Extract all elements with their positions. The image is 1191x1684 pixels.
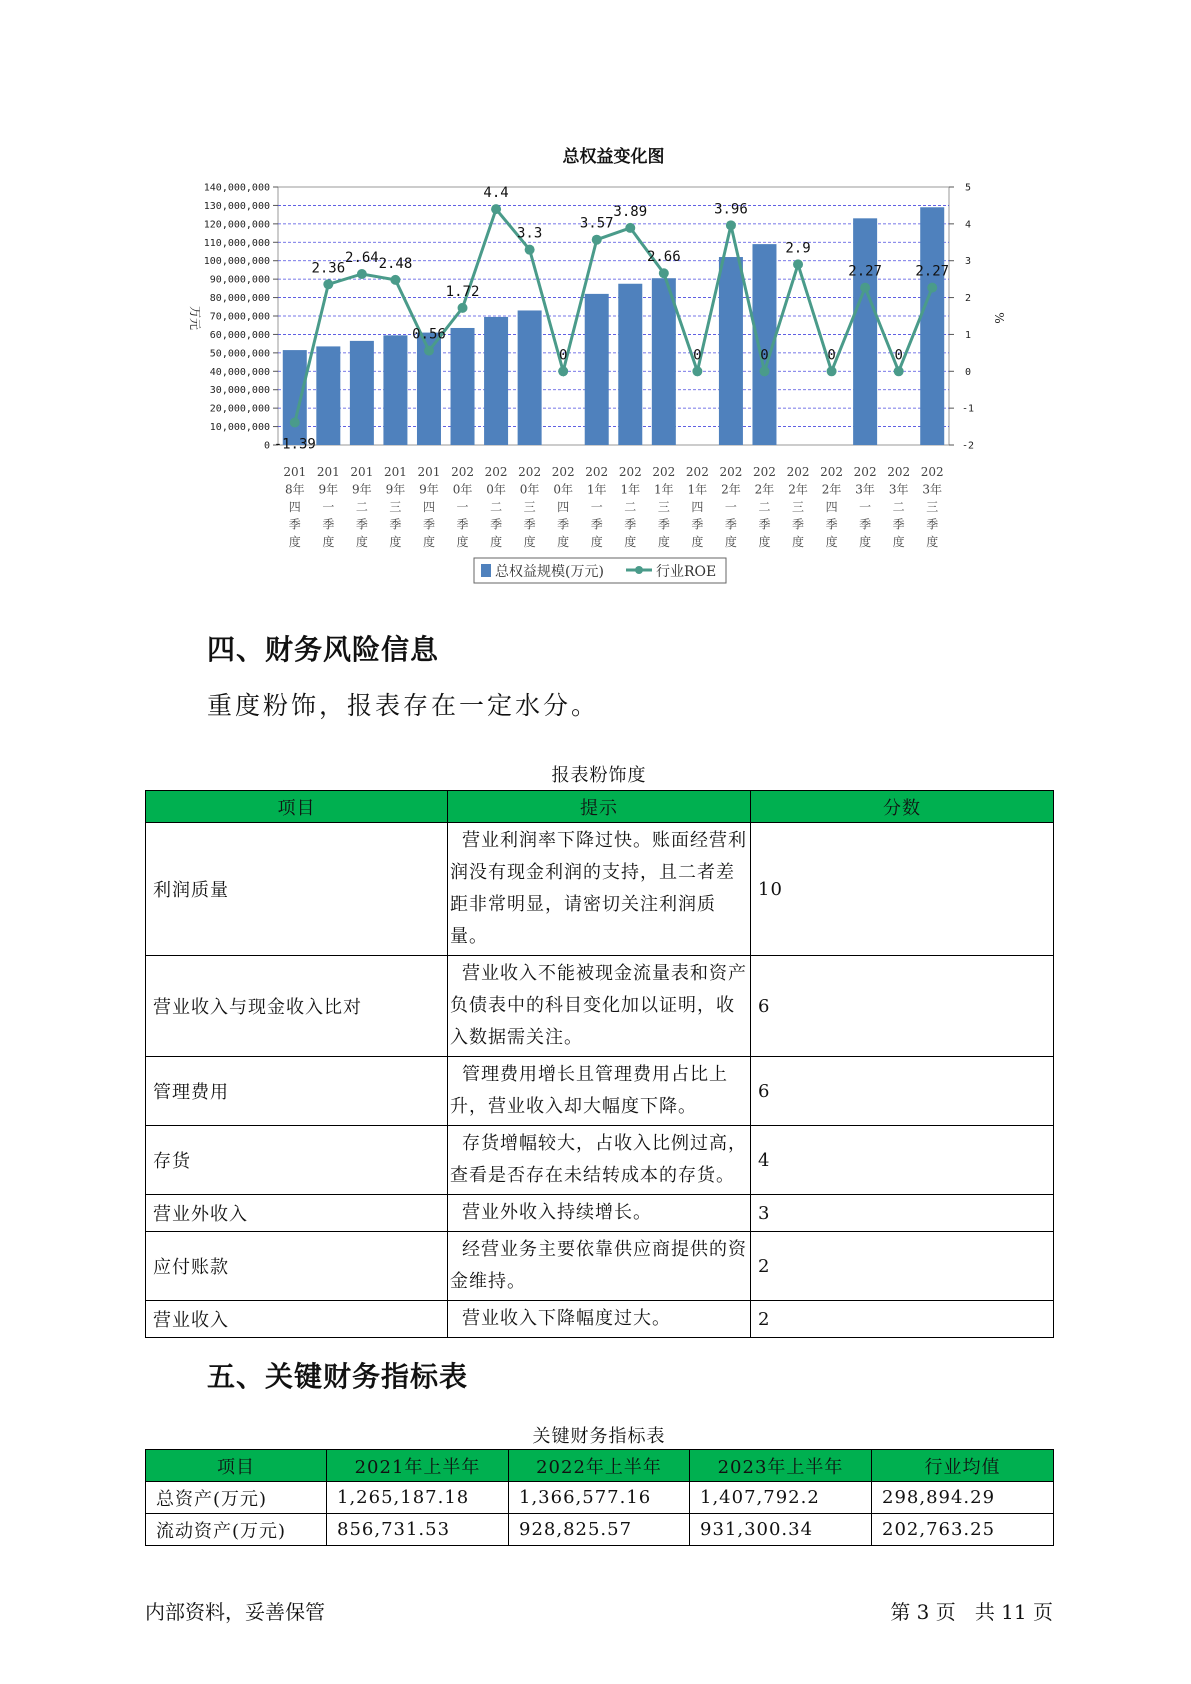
roe-marker bbox=[357, 269, 367, 279]
table-row bbox=[146, 1301, 1054, 1338]
y2-tick-label: 0 bbox=[964, 366, 972, 378]
equity-bar bbox=[585, 294, 609, 445]
risk-item: 管理费用 bbox=[146, 1057, 448, 1126]
x-tick-label: 季 bbox=[624, 517, 637, 532]
y-tick-label: 30,000,000 bbox=[209, 385, 270, 397]
y2-tick-label: 5 bbox=[964, 182, 972, 194]
x-tick-label: 季 bbox=[825, 517, 838, 532]
key-table-header-row bbox=[146, 1450, 1054, 1482]
legend-line-label: 行业ROE bbox=[656, 564, 717, 580]
x-tick-label: 四 bbox=[288, 500, 301, 514]
x-tick-label: 度 bbox=[926, 535, 939, 549]
roe-data-label: 2.27 bbox=[915, 263, 950, 280]
risk-hint: 经营业务主要依靠供应商提供的资金维持。 bbox=[448, 1232, 751, 1301]
roe-data-label: 2.36 bbox=[311, 260, 346, 277]
x-tick-label: 0年 bbox=[452, 482, 473, 497]
y-tick-label: 50,000,000 bbox=[209, 348, 270, 360]
equity-bar bbox=[618, 284, 642, 445]
x-tick-label: 季 bbox=[892, 517, 905, 532]
section4-summary: 重度粉饰，报表存在一定水分。 bbox=[207, 691, 600, 720]
risk-header-item: 项目 bbox=[146, 791, 448, 823]
x-tick-label: 9年 bbox=[318, 482, 339, 497]
x-tick-label: 季 bbox=[590, 517, 603, 532]
x-tick-label: 201 bbox=[417, 465, 441, 479]
key-value: 931,300.34 bbox=[690, 1514, 872, 1546]
risk-score: 2 bbox=[751, 1301, 1054, 1338]
x-tick-label: 2年 bbox=[721, 482, 741, 497]
roe-marker bbox=[659, 268, 669, 278]
y-tick-label: 70,000,000 bbox=[209, 311, 270, 323]
equity-bar bbox=[283, 350, 307, 445]
x-tick-label: 季 bbox=[523, 517, 536, 532]
x-tick-label: 0年 bbox=[486, 482, 506, 497]
risk-hint: 管理费用增长且管理费用占比上升，营业收入却大幅度下降。 bbox=[448, 1057, 751, 1126]
table-row bbox=[146, 1057, 1054, 1126]
x-tick-label: 四 bbox=[557, 500, 570, 514]
x-tick-label: 度 bbox=[590, 535, 603, 549]
legend-line-marker bbox=[635, 566, 643, 574]
x-tick-label: 一 bbox=[322, 500, 335, 514]
risk-hint: 营业外收入持续增长。 bbox=[448, 1195, 751, 1232]
table-row bbox=[146, 1232, 1054, 1301]
risk-score: 6 bbox=[751, 956, 1054, 1057]
roe-marker bbox=[860, 283, 870, 293]
x-tick-label: 季 bbox=[557, 517, 570, 532]
table-row bbox=[146, 1195, 1054, 1232]
roe-data-label: 2.66 bbox=[646, 249, 681, 266]
x-tick-label: 季 bbox=[322, 517, 335, 532]
key-value: 928,825.57 bbox=[509, 1514, 690, 1546]
x-tick-label: 度 bbox=[892, 535, 905, 549]
y-tick-label: 40,000,000 bbox=[209, 366, 270, 378]
x-tick-label: 二 bbox=[758, 500, 771, 514]
x-tick-label: 季 bbox=[456, 517, 469, 532]
key-header-item: 项目 bbox=[146, 1450, 327, 1482]
x-tick-label: 度 bbox=[691, 535, 704, 549]
y-tick-label: 90,000,000 bbox=[209, 274, 270, 286]
equity-bar bbox=[316, 346, 340, 445]
x-tick-label: 度 bbox=[490, 535, 503, 549]
x-tick-label: 3年 bbox=[855, 482, 875, 497]
key-table-caption: 关键财务指标表 bbox=[532, 1426, 666, 1447]
x-tick-label: 度 bbox=[322, 535, 335, 549]
roe-data-label: 2.48 bbox=[378, 255, 413, 272]
y2-tick-label: 2 bbox=[964, 293, 972, 305]
y-tick-label: 80,000,000 bbox=[209, 293, 270, 305]
x-tick-label: 四 bbox=[422, 500, 435, 514]
x-tick-label: 201 bbox=[350, 465, 374, 479]
roe-data-label: 2.27 bbox=[848, 263, 882, 280]
risk-hint: 营业利润率下降过快。账面经营利润没有现金利润的支持，且二者差距非常明显，请密切关注利润质量。 bbox=[448, 823, 751, 956]
x-tick-label: 二 bbox=[490, 500, 503, 514]
x-tick-label: 季 bbox=[389, 517, 402, 532]
risk-table-header-row bbox=[146, 791, 1054, 823]
x-tick-label: 二 bbox=[355, 500, 368, 514]
x-tick-label: 季 bbox=[724, 517, 737, 532]
roe-marker bbox=[424, 346, 434, 356]
chart-title: 总权益变化图 bbox=[562, 147, 665, 167]
risk-hint: 存货增幅较大，占收入比例过高，查看是否存在未结转成本的存货。 bbox=[448, 1126, 751, 1195]
y-tick-label: 100,000,000 bbox=[203, 256, 270, 268]
x-tick-label: 202 bbox=[920, 465, 944, 479]
key-item: 流动资产(万元) bbox=[146, 1514, 327, 1546]
x-tick-label: 一 bbox=[724, 500, 737, 514]
risk-item: 利润质量 bbox=[146, 823, 448, 956]
key-header-2022: 2022年上半年 bbox=[509, 1450, 690, 1482]
x-tick-label: 度 bbox=[557, 535, 570, 549]
footer-confidential-note: 内部资料，妥善保管 bbox=[145, 1600, 325, 1624]
x-tick-label: 202 bbox=[820, 465, 844, 479]
key-item: 总资产(万元) bbox=[146, 1482, 327, 1514]
x-tick-label: 1年 bbox=[654, 482, 674, 497]
x-tick-label: 201 bbox=[383, 465, 407, 479]
roe-data-label: 3.57 bbox=[579, 215, 614, 232]
x-tick-label: 202 bbox=[786, 465, 810, 479]
y2-axis-title: % bbox=[992, 312, 1006, 324]
y-tick-label: 10,000,000 bbox=[209, 422, 270, 434]
key-value: 202,763.25 bbox=[872, 1514, 1054, 1546]
x-tick-label: 季 bbox=[355, 517, 368, 532]
roe-data-label: 3.3 bbox=[516, 225, 543, 242]
table-row bbox=[146, 823, 1054, 956]
x-tick-label: 9年 bbox=[352, 482, 372, 497]
equity-bar bbox=[350, 341, 374, 445]
equity-bar bbox=[518, 310, 542, 445]
x-tick-label: 四 bbox=[691, 500, 704, 514]
x-tick-label: 202 bbox=[551, 465, 575, 479]
equity-bar bbox=[383, 335, 407, 445]
y-tick-label: 120,000,000 bbox=[203, 219, 270, 231]
x-tick-label: 9年 bbox=[419, 482, 439, 497]
x-tick-label: 季 bbox=[657, 517, 670, 532]
roe-data-label: -1.39 bbox=[273, 436, 316, 453]
x-tick-label: 度 bbox=[456, 535, 469, 549]
roe-marker bbox=[793, 259, 803, 269]
x-tick-label: 季 bbox=[758, 517, 771, 532]
y2-tick-label: 4 bbox=[964, 219, 972, 231]
roe-marker bbox=[525, 245, 535, 255]
y-tick-label: 140,000,000 bbox=[203, 182, 270, 194]
risk-score: 6 bbox=[751, 1057, 1054, 1126]
x-tick-label: 一 bbox=[590, 500, 603, 514]
risk-item: 营业收入与现金收入比对 bbox=[146, 956, 448, 1057]
x-tick-label: 一 bbox=[859, 500, 872, 514]
roe-marker bbox=[558, 366, 568, 376]
roe-marker bbox=[458, 303, 468, 313]
risk-table-caption: 报表粉饰度 bbox=[551, 765, 647, 786]
y-tick-label: 110,000,000 bbox=[203, 237, 270, 249]
risk-item: 营业外收入 bbox=[146, 1195, 448, 1232]
x-tick-label: 三 bbox=[926, 500, 939, 514]
x-tick-label: 度 bbox=[825, 535, 838, 549]
x-tick-label: 度 bbox=[724, 535, 737, 549]
x-tick-label: 8年 bbox=[284, 482, 305, 497]
x-tick-label: 3年 bbox=[922, 482, 943, 497]
x-tick-label: 201 bbox=[316, 465, 340, 479]
x-tick-label: 季 bbox=[288, 517, 301, 532]
y-tick-label: 0 bbox=[263, 440, 270, 452]
key-value: 1,366,577.16 bbox=[509, 1482, 690, 1514]
roe-data-label: 4.4 bbox=[483, 185, 509, 202]
x-tick-label: 0年 bbox=[553, 482, 573, 497]
x-tick-label: 2年 bbox=[821, 482, 842, 497]
x-tick-label: 2年 bbox=[788, 482, 808, 497]
risk-score: 4 bbox=[751, 1126, 1054, 1195]
roe-marker bbox=[759, 366, 769, 376]
x-tick-label: 201 bbox=[283, 465, 307, 479]
x-tick-label: 1年 bbox=[586, 482, 607, 497]
x-tick-label: 202 bbox=[652, 465, 676, 479]
risk-hint: 营业收入下降幅度过大。 bbox=[448, 1301, 751, 1338]
equity-bar bbox=[853, 218, 877, 445]
key-value: 298,894.29 bbox=[872, 1482, 1054, 1514]
equity-bar bbox=[451, 328, 475, 445]
risk-header-score: 分数 bbox=[751, 791, 1054, 823]
x-tick-label: 202 bbox=[753, 465, 776, 479]
risk-header-hint: 提示 bbox=[448, 791, 751, 823]
key-value: 1,407,792.2 bbox=[690, 1482, 872, 1514]
table-row bbox=[146, 1482, 1054, 1514]
x-tick-label: 202 bbox=[618, 465, 642, 479]
key-header-2023: 2023年上半年 bbox=[690, 1450, 872, 1482]
roe-marker bbox=[592, 235, 602, 245]
roe-marker bbox=[625, 223, 635, 233]
equity-bar bbox=[484, 317, 508, 445]
y-tick-label: 20,000,000 bbox=[209, 403, 270, 415]
legend-bar-swatch bbox=[481, 564, 491, 577]
x-tick-label: 202 bbox=[719, 465, 743, 479]
roe-marker bbox=[290, 418, 300, 428]
roe-marker bbox=[323, 279, 333, 289]
x-tick-label: 二 bbox=[624, 500, 637, 514]
x-tick-label: 1年 bbox=[620, 482, 641, 497]
roe-data-label: 2.64 bbox=[345, 249, 379, 266]
x-tick-label: 季 bbox=[490, 517, 503, 532]
risk-item: 应付账款 bbox=[146, 1232, 448, 1301]
x-tick-label: 度 bbox=[422, 535, 435, 549]
roe-data-label: 0.56 bbox=[412, 326, 446, 343]
x-tick-label: 202 bbox=[484, 465, 508, 479]
section4-heading: 四、财务风险信息 bbox=[207, 633, 440, 666]
roe-data-label: 3.96 bbox=[714, 201, 748, 218]
x-tick-label: 度 bbox=[758, 535, 771, 549]
x-tick-label: 202 bbox=[887, 465, 911, 479]
x-tick-label: 度 bbox=[389, 535, 402, 549]
x-tick-label: 度 bbox=[859, 535, 872, 549]
risk-item: 存货 bbox=[146, 1126, 448, 1195]
risk-table bbox=[145, 790, 1054, 1338]
roe-data-label: 0 bbox=[894, 347, 903, 364]
key-financial-table bbox=[145, 1449, 1054, 1546]
x-tick-label: 202 bbox=[518, 465, 542, 479]
table-row bbox=[146, 1126, 1054, 1195]
footer-page-number: 第 3 页 共 11 页 bbox=[890, 1600, 1053, 1624]
y-axis-title: 万元 bbox=[188, 305, 202, 331]
x-tick-label: 季 bbox=[422, 517, 435, 532]
roe-data-label: 2.9 bbox=[785, 240, 811, 257]
roe-marker bbox=[894, 366, 904, 376]
x-tick-label: 度 bbox=[523, 535, 536, 549]
roe-data-label: 0 bbox=[760, 347, 769, 364]
section5-heading: 五、关键财务指标表 bbox=[207, 1360, 469, 1393]
x-tick-label: 季 bbox=[859, 517, 872, 532]
risk-hint: 营业收入不能被现金流量表和资产负债表中的科目变化加以证明，收入数据需关注。 bbox=[448, 956, 751, 1057]
equity-bar bbox=[652, 278, 676, 445]
x-tick-label: 0年 bbox=[519, 482, 540, 497]
x-tick-label: 三 bbox=[523, 500, 536, 514]
risk-score: 10 bbox=[751, 823, 1054, 956]
equity-bar bbox=[920, 207, 944, 445]
roe-marker bbox=[927, 283, 937, 293]
x-tick-label: 二 bbox=[892, 500, 905, 514]
x-tick-label: 202 bbox=[685, 465, 709, 479]
x-tick-label: 1年 bbox=[687, 482, 708, 497]
x-tick-label: 度 bbox=[624, 535, 637, 549]
x-tick-label: 3年 bbox=[888, 482, 909, 497]
roe-data-label: 0 bbox=[558, 347, 568, 364]
table-row bbox=[146, 1514, 1054, 1546]
y-tick-label: 130,000,000 bbox=[203, 200, 270, 212]
y2-tick-label: 1 bbox=[964, 329, 972, 341]
x-tick-label: 202 bbox=[853, 465, 877, 479]
x-tick-label: 三 bbox=[792, 500, 805, 514]
roe-marker bbox=[692, 366, 702, 376]
key-header-2021: 2021年上半年 bbox=[327, 1450, 509, 1482]
x-tick-label: 9年 bbox=[385, 482, 406, 497]
x-tick-label: 度 bbox=[288, 535, 301, 549]
x-tick-label: 2年 bbox=[754, 482, 775, 497]
y2-tick-label: 3 bbox=[964, 256, 972, 268]
x-tick-label: 202 bbox=[451, 465, 474, 479]
y-tick-label: 60,000,000 bbox=[209, 329, 270, 341]
key-value: 1,265,187.18 bbox=[327, 1482, 509, 1514]
risk-score: 2 bbox=[751, 1232, 1054, 1301]
x-tick-label: 三 bbox=[389, 500, 402, 514]
x-tick-label: 202 bbox=[585, 465, 609, 479]
legend-bar-label: 总权益规模(万元) bbox=[495, 564, 604, 580]
x-tick-label: 度 bbox=[355, 535, 368, 549]
roe-marker bbox=[726, 220, 736, 230]
roe-marker bbox=[390, 275, 400, 285]
x-tick-label: 三 bbox=[657, 500, 670, 514]
x-tick-label: 季 bbox=[691, 517, 704, 532]
risk-score: 3 bbox=[751, 1195, 1054, 1232]
total-equity-chart bbox=[0, 0, 1191, 600]
equity-bar bbox=[719, 257, 743, 445]
roe-data-label: 0 bbox=[827, 347, 836, 364]
roe-marker bbox=[491, 204, 501, 214]
x-tick-label: 季 bbox=[792, 517, 805, 532]
table-row bbox=[146, 956, 1054, 1057]
roe-marker bbox=[827, 366, 837, 376]
roe-data-label: 0 bbox=[693, 347, 702, 364]
roe-data-label: 3.89 bbox=[613, 203, 648, 220]
roe-data-label: 1.72 bbox=[445, 283, 480, 300]
x-tick-label: 季 bbox=[926, 517, 939, 532]
x-tick-label: 一 bbox=[456, 500, 469, 514]
x-tick-label: 度 bbox=[657, 535, 670, 549]
x-tick-label: 度 bbox=[792, 535, 805, 549]
y2-tick-label: -1 bbox=[961, 403, 975, 415]
key-value: 856,731.53 bbox=[327, 1514, 509, 1546]
x-tick-label: 四 bbox=[825, 500, 838, 514]
risk-item: 营业收入 bbox=[146, 1301, 448, 1338]
y2-tick-label: -2 bbox=[961, 440, 975, 452]
key-header-industry-avg: 行业均值 bbox=[872, 1450, 1054, 1482]
